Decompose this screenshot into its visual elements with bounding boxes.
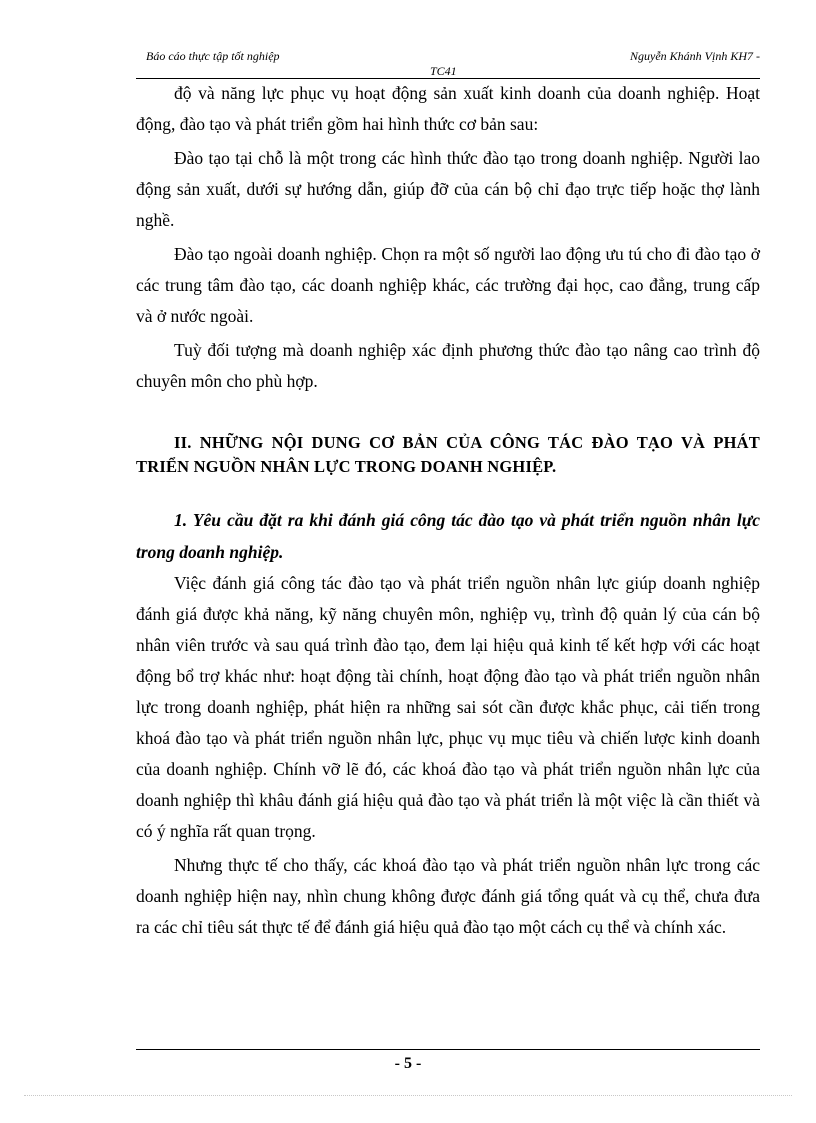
document-body [136,78,760,943]
header-author-class: TC41 [430,64,457,78]
paragraph-3: Đào tạo ngoài doanh nghiệp. Chọn ra một số người lao động ưu tú cho đi đào tạo ở các trung tâm đào tạo, các doanh nghiệp khác, các trường đại học, cao đẳng, trung cấp và ở nước ngoài. [136,244,760,326]
page-break-line [24,1095,792,1096]
page-number: - 5 - [394,1055,422,1072]
section-heading: II. NHỮNG NỘI DUNG CƠ BẢN CỦA CÔNG TÁC ĐÀO TẠO VÀ PHÁT TRIỂN NGUỒN NHÂN LỰC TRONG DOANH NGHIỆP. [136,433,760,476]
paragraph-4: Tuỳ đối tượng mà doanh nghiệp xác định phương thức đào tạo nâng cao trình độ chuyên môn cho phù hợp. [136,340,760,391]
paragraph-2: Đào tạo tại chỗ là một trong các hình thức đào tạo trong doanh nghiệp. Người lao động sản xuất, dưới sự hướng dẫn, giúp đỡ của cán bộ chỉ đạo trực tiếp hoặc thợ lành nghề. [136,148,760,230]
paragraph-1: độ và năng lực phục vụ hoạt động sản xuất kinh doanh của doanh nghiệp. Hoạt động, đào tạo và phát triển gồm hai hình thức cơ bản sau: [136,83,760,134]
paragraph-6: Nhưng thực tế cho thấy, các khoá đào tạo và phát triển nguồn nhân lực trong các doanh nghiệp hiện nay, nhìn chung không được đánh giá tổng quát và cụ thể, chưa đưa ra các chỉ tiêu sát thực tế để đánh giá hiệu quả đào tạo một cách cụ thể và chính xác. [136,855,760,937]
header-report-title: Báo cáo thực tập tốt nghiệp [146,49,280,63]
sub-heading: 1. Yêu cầu đặt ra khi đánh giá công tác đào tạo và phát triển nguồn nhân lực trong doanh nghiệp. [136,510,760,562]
paragraph-5: Việc đánh giá công tác đào tạo và phát triển nguồn nhân lực giúp doanh nghiệp đánh giá được khả năng, kỹ năng chuyên môn, nghiệp vụ, trình độ quản lý của cán bộ nhân viên trước và sau quá trình đào tạo, đem lại hiệu quả kinh tế kết hợp với các hoạt động bổ trợ khác như: hoạt động tài chính, hoạt động đào tạo và phát triển nguồn nhân lực trong doanh nghiệp, phát hiện ra những sai sót cần được khắc phục, cải tiến trong khoá đào tạo và phát triển nguồn nhân lực, phục vụ mục tiêu và chiến lược kinh doanh của doanh nghiệp. Chính vỡ lẽ đó, các khoá đào tạo và phát triển nguồn nhân lực của doanh nghiệp thì khâu đánh giá hiệu quả đào tạo và phát triển là một việc là cần thiết và có ý nghĩa rất quan trọng. [136,573,760,841]
header-author: Nguyễn Khánh Vịnh KH7 - [630,49,760,63]
footer-rule [136,1049,760,1050]
